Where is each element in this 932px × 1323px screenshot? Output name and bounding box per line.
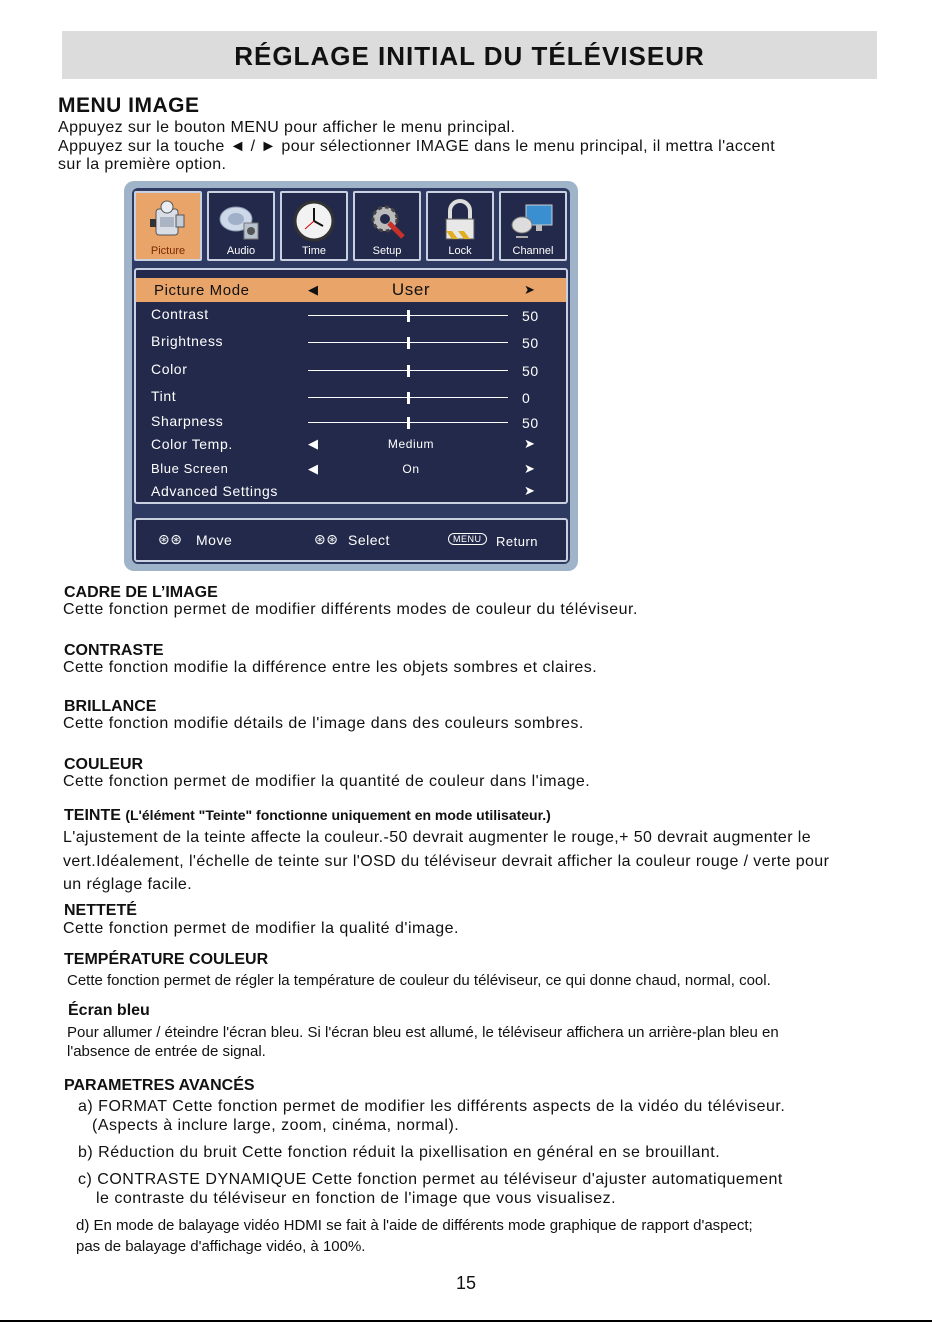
slider-row-brightness: [136, 331, 566, 353]
teinte-line-1: L'ajustement de la teinte affecte la couleur.-50 devrait augmenter le rouge,+ 50 devrait augmenter le: [63, 829, 812, 846]
slider-row-color: [136, 359, 566, 381]
slider-track: [308, 422, 508, 423]
slider-track: [308, 397, 508, 398]
slider-value: 50: [522, 363, 539, 379]
satellite-monitor-icon: [510, 199, 556, 245]
footer-return: Return: [496, 534, 539, 549]
section-body-nettete: Cette fonction permet de modifier la qualité d'image.: [63, 920, 459, 937]
slider-thumb: [407, 310, 410, 322]
tab-setup: [353, 191, 421, 261]
section-body-cadre: Cette fonction permet de modifier différents modes de couleur du téléviseur.: [63, 601, 638, 618]
slider-track: [308, 342, 508, 343]
bottom-divider: [0, 1320, 932, 1322]
tab-lock: [426, 191, 494, 261]
picture-mode-value: User: [391, 280, 431, 299]
arrow-right-icon: ➤: [524, 282, 536, 297]
arrow-right-icon: ➤: [524, 436, 536, 451]
page-title: RÉGLAGE INITIAL DU TÉLÉVISEUR: [234, 41, 705, 71]
avances-item-d: d) En mode de balayage vidéo HDMI se fait à l'aide de différents mode graphique de rapport d'aspect;: [76, 1217, 753, 1234]
avances-item-c: c) CONTRASTE DYNAMIQUE Cette fonction permet au téléviseur d'ajuster automatiquement: [78, 1171, 783, 1188]
slider-thumb: [407, 365, 410, 377]
slider-thumb: [407, 337, 410, 349]
tab-picture-label: Picture: [150, 245, 186, 257]
slider-label: Sharpness: [151, 413, 224, 429]
avances-item-a: a) FORMAT Cette fonction permet de modifier les différents aspects de la vidéo du téléviseur.: [78, 1098, 786, 1115]
arrow-left-icon: ◀: [308, 461, 319, 476]
section-heading-couleur: COULEUR: [64, 756, 144, 773]
slider-row-sharpness: [136, 411, 566, 433]
slider-track: [308, 315, 508, 316]
tab-audio: [207, 191, 275, 261]
slider-value: 0: [522, 390, 531, 406]
slider-row-tint: [136, 386, 566, 408]
section-heading-temperature: TEMPÉRATURE COULEUR: [64, 951, 269, 968]
picture-mode-label: Picture Mode: [154, 282, 250, 299]
intro-line-1: Appuyez sur le bouton MENU pour afficher le menu principal.: [58, 119, 516, 136]
color-temp-label: Color Temp.: [151, 436, 233, 452]
slider-thumb: [407, 417, 410, 429]
blue-screen-row: [136, 459, 566, 481]
teinte-note: (L'élément "Teinte" fonctionne uniquement en mode utilisateur.): [125, 807, 551, 823]
left-right-buttons-icon: ⊛⊛: [314, 531, 339, 547]
picture-mode-row: [136, 278, 566, 302]
ecran-line-2: l'absence de entrée de signal.: [67, 1043, 266, 1060]
page-number: 15: [455, 1273, 477, 1293]
menu-key-icon: MENU: [448, 533, 487, 545]
section-heading-contraste: CONTRASTE: [64, 642, 164, 659]
padlock-icon: [438, 199, 482, 245]
advanced-settings-label: Advanced Settings: [151, 483, 278, 499]
slider-label: Tint: [151, 388, 177, 404]
tab-setup-label: Setup: [372, 245, 402, 257]
slider-row-contrast: [136, 304, 566, 326]
camcorder-icon: [146, 199, 190, 245]
avances-item-c2: le contraste du téléviseur en fonction de l'image que vous visualisez.: [96, 1190, 617, 1207]
tab-picture: [134, 191, 202, 261]
title-bar: [62, 31, 877, 79]
tab-lock-label: Lock: [448, 245, 472, 257]
arrow-right-icon: ➤: [524, 461, 536, 476]
tab-time-label: Time: [301, 245, 327, 257]
osd-screen: [124, 181, 578, 571]
up-down-buttons-icon: ⊛⊛: [158, 531, 183, 547]
section-body-couleur: Cette fonction permet de modifier la quantité de couleur dans l'image.: [63, 773, 591, 790]
ecran-line-1: Pour allumer / éteindre l'écran bleu. Si l'écran bleu est allumé, le téléviseur affichera un arrière-plan bleu en: [67, 1024, 779, 1041]
avances-item-b: b) Réduction du bruit Cette fonction réduit la pixellisation en général en se brouillant.: [78, 1144, 721, 1161]
slider-value: 50: [522, 335, 539, 351]
color-temp-row: [136, 434, 566, 456]
slider-label: Color: [151, 361, 188, 377]
tab-audio-label: Audio: [226, 245, 256, 257]
menu-heading: MENU IMAGE: [58, 94, 200, 117]
tab-channel-label: Channel: [512, 245, 554, 257]
blue-screen-value: On: [402, 462, 420, 476]
teinte-line-3: un réglage facile.: [63, 876, 193, 893]
tab-channel: [499, 191, 567, 261]
blue-screen-label: Blue Screen: [151, 461, 229, 476]
osd-inner: [132, 188, 570, 564]
speaker-icon: [218, 199, 264, 245]
intro-line-3: sur la première option.: [58, 156, 227, 173]
avances-item-a2: (Aspects à inclure large, zoom, cinéma, normal).: [92, 1117, 460, 1134]
clock-icon: [292, 199, 336, 245]
slider-label: Brightness: [151, 333, 224, 349]
teinte-head: TEINTE: [64, 807, 121, 824]
section-body-brillance: Cette fonction modifie détails de l'image dans des couleurs sombres.: [63, 715, 584, 732]
arrow-left-icon: ◀: [308, 282, 319, 297]
slider-value: 50: [522, 308, 539, 324]
section-heading-cadre: CADRE DE L’IMAGE: [64, 584, 218, 601]
arrow-right-icon: ➤: [524, 483, 536, 498]
section-heading-ecran: Écran bleu: [68, 1002, 150, 1019]
section-body-temperature: Cette fonction permet de régler la température de couleur du téléviseur, ce qui donne chaud, normal, cool.: [67, 972, 771, 989]
arrow-left-icon: ◀: [308, 436, 319, 451]
picture-settings-panel: [134, 268, 568, 504]
intro-line-2: Appuyez sur la touche ◄ / ► pour sélectionner IMAGE dans le menu principal, il mettra l'accent: [58, 138, 776, 155]
teinte-line-2: vert.Idéalement, l'échelle de teinte sur l'OSD du téléviseur devrait afficher la couleur rouge / verte pour: [63, 853, 830, 870]
footer-select: Select: [348, 532, 390, 548]
osd-footer: [134, 518, 568, 562]
slider-value: 50: [522, 415, 539, 431]
wrench-gear-icon: [365, 199, 409, 245]
avances-item-d2: pas de balayage d'affichage vidéo, à 100%.: [76, 1238, 366, 1255]
tab-time: [280, 191, 348, 261]
section-heading-avances: PARAMETRES AVANCÉS: [64, 1077, 255, 1094]
section-heading-teinte: [64, 807, 551, 825]
slider-label: Contrast: [151, 306, 209, 322]
section-heading-brillance: BRILLANCE: [64, 698, 157, 715]
footer-move: Move: [196, 532, 233, 548]
advanced-settings-row: [136, 481, 566, 503]
section-heading-nettete: NETTETÉ: [64, 902, 137, 919]
slider-thumb: [407, 392, 410, 404]
section-body-contraste: Cette fonction modifie la différence entre les objets sombres et claires.: [63, 659, 598, 676]
color-temp-value: Medium: [387, 437, 435, 451]
slider-track: [308, 370, 508, 371]
